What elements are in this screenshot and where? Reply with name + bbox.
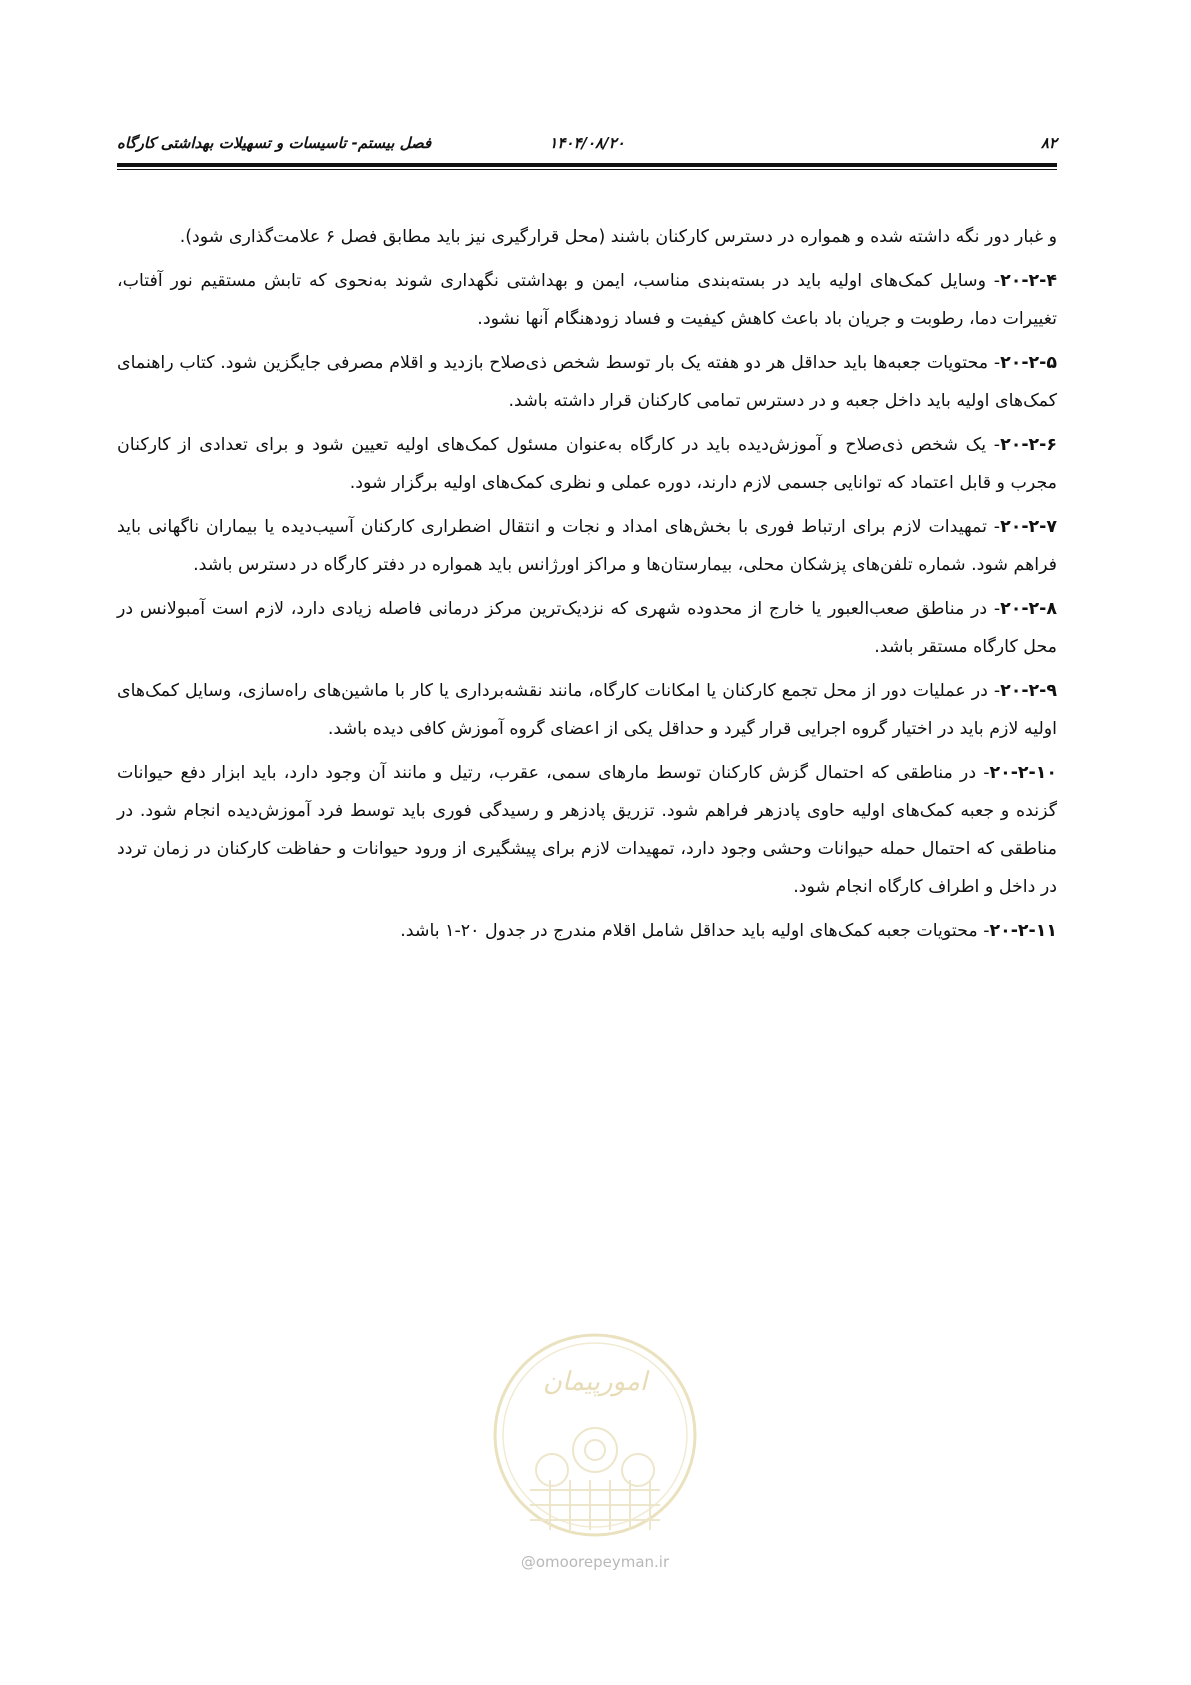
svg-text:امورپیمان: امورپیمان bbox=[542, 1367, 648, 1397]
clause-number: ۲۰-۲-۷ bbox=[1000, 517, 1057, 537]
clause-number: ۲۰-۲-۵ bbox=[1000, 353, 1057, 373]
paragraph-text: و غبار دور نگه داشته شده و همواره در دسترس کارکنان باشند (محل قرارگیری نیز باید مطابق فصل ۶ علامت‌گذاری شود). bbox=[179, 227, 1057, 247]
body-text bbox=[117, 218, 1057, 956]
paragraph-text: - تمهیدات لازم برای ارتباط فوری با بخش‌های امداد و نجات و انتقال اضطراری کارکنان آسیب‌دیده یا بیماران ناگهانی باید فراهم شود. شماره تلفن‌های پزشکان محلی، بیمارستان‌ها و مراکز اورژانس باید همواره در دفتر کارگاه در دسترس باشد. bbox=[117, 517, 1057, 575]
paragraph-text: - در مناطقی که احتمال گزش کارکنان توسط مارهای سمی، عقرب، رتیل و مانند آن وجود دارد، باید ابزار دفع حیوانات گزنده و جعبه کمک‌های اولیه حاوی پادزهر فراهم شود. تزریق پادزهر و رسیدگی فوری باید توسط فرد آموزش‌دیده انجام شود. در مناطقی که احتمال حمله حیوانات وحشی وجود دارد، تمهیدات لازم برای پیشگیری از ورود حیوانات و حفاظت کارکنان در زمان تردد در داخل و اطراف کارگاه انجام شود. bbox=[117, 763, 1057, 897]
paragraph-text: - محتویات جعبه‌ها باید حداقل هر دو هفته یک بار توسط شخص ذی‌صلاح بازدید و اقلام مصرفی جایگزین شود. کتاب راهنمای کمک‌های اولیه باید داخل جعبه و در دسترس تمامی کارکنان قرار داشته باشد. bbox=[117, 353, 1057, 411]
clause-number: ۲۰-۲-۱۱ bbox=[989, 921, 1057, 941]
header-date: ۱۴۰۴/۰۸/۲۰ bbox=[549, 134, 625, 152]
paragraph-20-2-6 bbox=[117, 426, 1057, 502]
paragraph-20-2-8 bbox=[117, 590, 1057, 666]
paragraph-20-2-10 bbox=[117, 754, 1057, 906]
page-number: ۸۲ bbox=[1040, 134, 1057, 152]
paragraph-text: - در مناطق صعب‌العبور یا خارج از محدوده شهری که نزدیک‌ترین مرکز درمانی فاصله زیادی دارد، لازم است آمبولانس در محل کارگاه مستقر باشد. bbox=[117, 599, 1057, 657]
chapter-title: فصل بیستم- تاسیسات و تسهیلات بهداشتی کارگاه bbox=[117, 134, 432, 152]
page-header bbox=[117, 128, 1057, 158]
clause-number: ۲۰-۲-۹ bbox=[1000, 681, 1057, 701]
header-rule-thick bbox=[117, 163, 1057, 167]
watermark-url: @omoorepeyman.ir bbox=[520, 1553, 670, 1571]
paragraph-text: - یک شخص ذی‌صلاح و آموزش‌دیده باید در کارگاه به‌عنوان مسئول کمک‌های اولیه تعیین شود و برای تعدادی از کارکنان مجرب و قابل اعتماد که توانایی جسمی لازم دارند، دوره عملی و نظری کمک‌های اولیه برگزار شود. bbox=[117, 435, 1057, 493]
clause-number: ۲۰-۲-۶ bbox=[1000, 435, 1057, 455]
watermark-logo-icon bbox=[490, 1330, 700, 1540]
clause-number: ۲۰-۲-۱۰ bbox=[989, 763, 1057, 783]
paragraph-text: - محتویات جعبه کمک‌های اولیه باید حداقل شامل اقلام مندرج در جدول ۲۰-۱ باشد. bbox=[400, 921, 990, 941]
paragraph-continuation bbox=[117, 218, 1057, 256]
paragraph-text: - در عملیات دور از محل تجمع کارکنان یا امکانات کارگاه، مانند نقشه‌برداری یا کار با ماشین‌های راه‌سازی، وسایل کمک‌های اولیه لازم باید در اختیار گروه اجرایی قرار گیرد و حداقل یکی از اعضای گروه آموزش کافی دیده باشد. bbox=[117, 681, 1057, 739]
clause-number: ۲۰-۲-۸ bbox=[1000, 599, 1057, 619]
header-rule-thin bbox=[117, 169, 1057, 170]
paragraph-20-2-7 bbox=[117, 508, 1057, 584]
clause-number: ۲۰-۲-۴ bbox=[1000, 271, 1057, 291]
paragraph-20-2-4 bbox=[117, 262, 1057, 338]
paragraph-20-2-11 bbox=[117, 912, 1057, 950]
paragraph-20-2-9 bbox=[117, 672, 1057, 748]
paragraph-text: - وسایل کمک‌های اولیه باید در بسته‌بندی مناسب، ایمن و بهداشتی نگهداری شوند به‌نحوی که تابش مستقیم نور آفتاب، تغییرات دما، رطوبت و جریان باد باعث کاهش کیفیت و فساد زودهنگام آنها نشود. bbox=[117, 271, 1057, 329]
paragraph-20-2-5 bbox=[117, 344, 1057, 420]
